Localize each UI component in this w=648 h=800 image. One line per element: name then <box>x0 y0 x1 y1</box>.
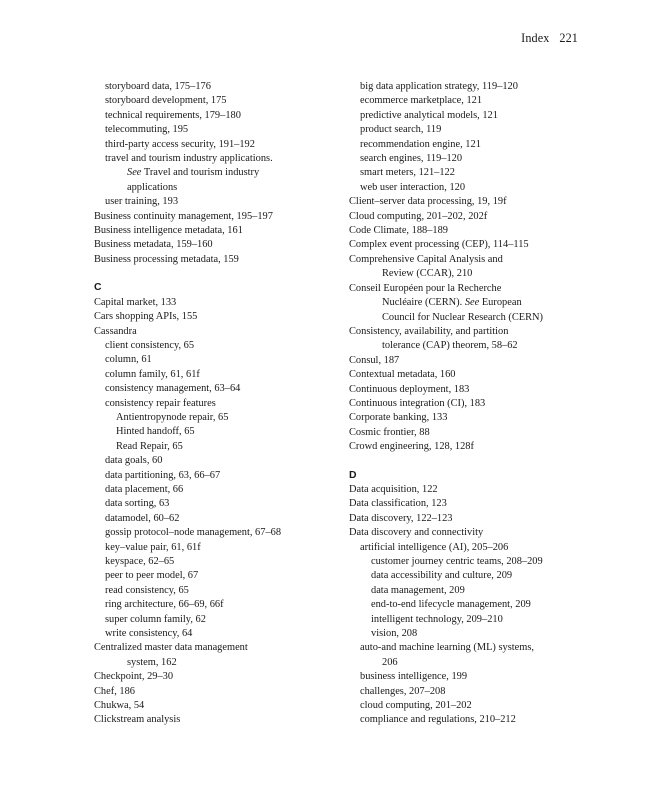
index-subentry: consistency management, 63–64 <box>105 383 241 395</box>
index-subentry: smart meters, 121–122 <box>360 167 455 179</box>
index-subentry: read consistency, 65 <box>105 584 189 596</box>
index-column-left <box>94 80 344 728</box>
index-entry: Conseil Européen pour la Recherche <box>349 282 502 294</box>
index-entry: Continuous deployment, 183 <box>349 383 470 395</box>
index-subentry: tolerance (CAP) theorem, 58–62 <box>382 340 518 352</box>
section-gap <box>94 267 344 281</box>
index-entry: Comprehensive Capital Analysis and <box>349 253 503 265</box>
index-entry: Cars shopping APIs, 155 <box>94 311 198 323</box>
index-subentry: applications <box>127 181 178 193</box>
index-entry: Chef, 186 <box>94 685 135 697</box>
index-subentry: end-to-end lifecycle management, 209 <box>371 599 531 611</box>
index-entry: Centralized master data management <box>94 642 248 654</box>
running-head <box>521 31 578 46</box>
index-column-right <box>349 80 599 728</box>
index-subentry: compliance and regulations, 210–212 <box>360 714 516 726</box>
index-subentry: business intelligence, 199 <box>360 671 468 683</box>
index-subentry: predictive analytical models, 121 <box>360 109 498 121</box>
index-entry: Checkpoint, 29–30 <box>94 671 174 683</box>
index-entry: Chukwa, 54 <box>94 700 145 712</box>
index-entry: Corporate banking, 133 <box>349 412 448 424</box>
index-subentry: client consistency, 65 <box>105 339 195 351</box>
index-entry: Code Climate, 188–189 <box>349 225 448 237</box>
index-subentry: artificial intelligence (AI), 205–206 <box>360 541 509 553</box>
index-entry: Data classification, 123 <box>349 498 447 510</box>
index-entry: Cloud computing, 201–202, 202f <box>349 210 488 222</box>
index-subentry: auto-and machine learning (ML) systems, <box>360 642 534 654</box>
index-subentry: challenges, 207–208 <box>360 685 446 697</box>
index-entry: Business processing metadata, 159 <box>94 253 239 265</box>
index-subentry: system, 162 <box>127 656 177 668</box>
index-subentry: third-party access security, 191–192 <box>105 138 255 150</box>
index-subentry <box>349 296 599 310</box>
index-subentry: telecommuting, 195 <box>105 124 189 136</box>
index-subentry: travel and tourism industry applications. <box>105 153 273 165</box>
index-subentry: ecommerce marketplace, 121 <box>360 95 483 107</box>
index-subentry: data partitioning, 63, 66–67 <box>105 469 221 481</box>
index-subentry: data accessibility and culture, 209 <box>371 570 513 582</box>
entry-text-after: European <box>479 297 522 309</box>
index-subentry: ring architecture, 66–69, 66f <box>105 599 224 611</box>
index-letter-heading: C <box>94 282 102 294</box>
index-subentry: web user interaction, 120 <box>360 181 466 193</box>
index-subentry: intelligent technology, 209–210 <box>371 613 503 625</box>
index-subentry: 206 <box>382 656 398 668</box>
index-letter-heading: D <box>349 469 357 481</box>
index-subentry: vision, 208 <box>371 628 418 640</box>
index-subentry: Read Repair, 65 <box>116 440 183 452</box>
entry-text: Travel and tourism industry <box>141 167 260 179</box>
index-entry: Consul, 187 <box>349 354 400 366</box>
index-entry: Data discovery, 122–123 <box>349 512 453 524</box>
index-subentry: product search, 119 <box>360 124 442 136</box>
index-subentry: Hinted handoff, 65 <box>116 426 195 438</box>
index-subentry: cloud computing, 201–202 <box>360 700 472 712</box>
index-entry: Cassandra <box>94 325 137 337</box>
index-subentry: Review (CCAR), 210 <box>382 268 473 280</box>
index-entry: Continuous integration (CI), 183 <box>349 397 486 409</box>
index-entry: Clickstream analysis <box>94 714 181 726</box>
index-entry: Cosmic frontier, 88 <box>349 426 430 438</box>
index-subentry <box>94 166 344 180</box>
index-subentry: Council for Nuclear Research (CERN) <box>382 311 543 323</box>
index-subentry: technical requirements, 179–180 <box>105 109 241 121</box>
index-entry: Data discovery and connectivity <box>349 527 484 539</box>
index-subentry: customer journey centric teams, 208–209 <box>371 556 543 567</box>
index-subentry: column, 61 <box>105 354 152 366</box>
index-entry: Business intelligence metadata, 161 <box>94 225 243 237</box>
index-entry: Data acquisition, 122 <box>349 483 438 495</box>
index-subentry: storyboard data, 175–176 <box>105 81 211 92</box>
index-subentry: data management, 209 <box>371 584 465 596</box>
index-subentry: data sorting, 63 <box>105 498 170 510</box>
index-entry: Business continuity management, 195–197 <box>94 210 273 222</box>
index-subentry: recommendation engine, 121 <box>360 138 481 150</box>
index-subentry: datamodel, 60–62 <box>105 512 180 524</box>
index-subentry: consistency repair features <box>105 397 216 409</box>
see-reference: See <box>127 167 142 179</box>
index-entry: Client–server data processing, 19, 19f <box>349 196 507 208</box>
index-entry: Consistency, availability, and partition <box>349 325 509 337</box>
index-subentry: peer to peer model, 67 <box>105 570 199 582</box>
index-subentry: keyspace, 62–65 <box>105 556 175 567</box>
index-subentry: storyboard development, 175 <box>105 95 227 107</box>
index-subentry: Antientropynode repair, 65 <box>116 411 229 423</box>
page-number: 221 <box>559 31 578 45</box>
see-reference: See <box>464 297 480 309</box>
entry-text: Nucléaire (CERN). <box>382 297 465 309</box>
index-entry: Business metadata, 159–160 <box>94 239 213 251</box>
index-subentry: big data application strategy, 119–120 <box>360 81 518 92</box>
running-head-section: Index <box>521 31 550 45</box>
index-subentry: key–value pair, 61, 61f <box>105 541 201 553</box>
index-subentry: user training, 193 <box>105 196 179 208</box>
index-subentry: search engines, 119–120 <box>360 153 463 165</box>
index-subentry: super column family, 62 <box>105 613 206 625</box>
index-entry: Complex event processing (CEP), 114–115 <box>349 239 529 251</box>
index-entry: Contextual metadata, 160 <box>349 369 456 381</box>
index-subentry: data goals, 60 <box>105 455 163 467</box>
index-subentry: gossip protocol–node management, 67–68 <box>105 527 282 539</box>
section-gap <box>349 455 599 469</box>
index-subentry: column family, 61, 61f <box>105 368 200 380</box>
index-entry: Crowd engineering, 128, 128f <box>349 441 474 453</box>
index-subentry: data placement, 66 <box>105 483 184 495</box>
index-entry: Capital market, 133 <box>94 296 177 308</box>
index-subentry: write consistency, 64 <box>105 628 193 640</box>
